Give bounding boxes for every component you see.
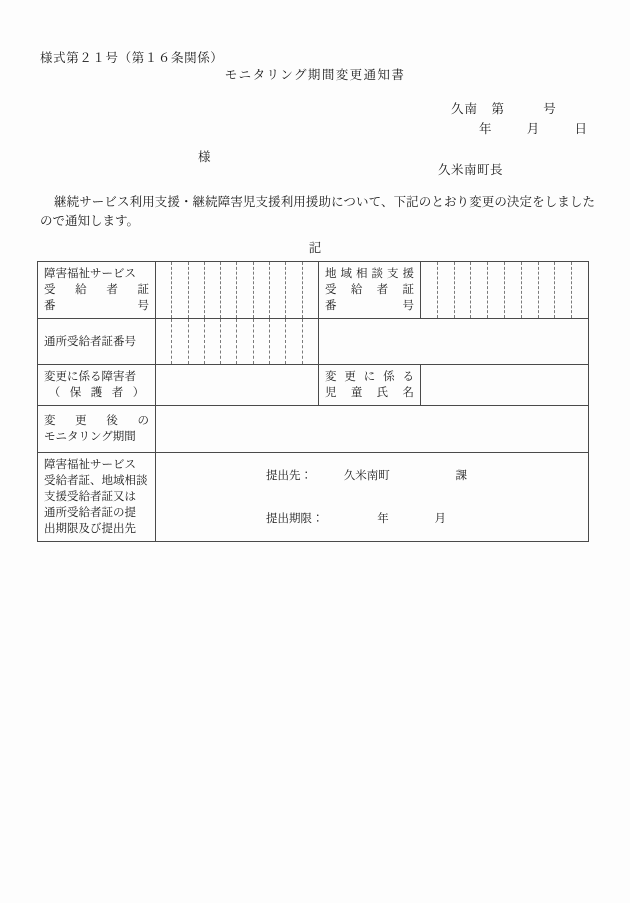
char: 名 bbox=[402, 387, 414, 399]
row3-right-label-line2 bbox=[325, 385, 414, 401]
number-box[interactable] bbox=[172, 262, 188, 318]
row3-left-value-cell[interactable] bbox=[156, 365, 319, 406]
row1-left-label-line3 bbox=[44, 298, 149, 314]
number-box[interactable] bbox=[270, 262, 286, 318]
number-box[interactable] bbox=[254, 262, 270, 318]
number-box[interactable] bbox=[172, 319, 188, 364]
table-row bbox=[38, 365, 589, 406]
document-number-prefix: 久南 第 bbox=[450, 102, 505, 116]
row3-left-label-line2 bbox=[44, 385, 149, 401]
number-box[interactable] bbox=[156, 319, 172, 364]
row4-label-line1 bbox=[44, 413, 149, 429]
number-box[interactable] bbox=[505, 262, 522, 318]
document-title: モニタリング期間変更通知書 bbox=[224, 68, 406, 82]
row3-left-label bbox=[38, 365, 155, 405]
number-box[interactable] bbox=[572, 262, 588, 318]
ki-mark: 記 bbox=[308, 241, 322, 255]
submit-to-line bbox=[156, 468, 588, 485]
char: 更 bbox=[75, 415, 87, 427]
deadline-label: 提出期限： bbox=[266, 513, 324, 525]
row2-label-cell bbox=[38, 319, 156, 365]
addressee-honorific: 様 bbox=[198, 150, 211, 164]
number-box[interactable] bbox=[254, 319, 270, 364]
row5-label-line5: 出期限及び提出先 bbox=[44, 523, 136, 535]
number-box[interactable] bbox=[438, 262, 455, 318]
char: 支 bbox=[387, 268, 399, 280]
row1-right-label-line3 bbox=[325, 298, 414, 314]
char: 援 bbox=[402, 268, 414, 280]
submit-to-dept: 課 bbox=[455, 470, 467, 482]
row1-left-label-line1: 障害福祉サービス bbox=[44, 268, 136, 280]
row1-left-label-cell bbox=[38, 262, 156, 319]
number-box[interactable] bbox=[455, 262, 472, 318]
issuer-name: 久米南町長 bbox=[438, 163, 504, 177]
deadline-month-label: 月 bbox=[434, 513, 446, 525]
number-box[interactable] bbox=[237, 319, 253, 364]
number-box[interactable] bbox=[205, 262, 221, 318]
char: 者 bbox=[106, 284, 118, 296]
row2-blank-cell[interactable] bbox=[319, 319, 589, 365]
char: 変 bbox=[44, 415, 56, 427]
form-number: 様式第２１号（第１６条関係） bbox=[40, 51, 224, 65]
table-row bbox=[38, 453, 589, 542]
char: 給 bbox=[350, 284, 363, 296]
document-meta-block bbox=[451, 99, 588, 139]
row1-left-label-line2 bbox=[44, 282, 149, 298]
row5-label bbox=[38, 453, 155, 541]
row5-label-line1: 障害福祉サービス bbox=[44, 459, 136, 471]
char: 証 bbox=[137, 284, 149, 296]
number-box[interactable] bbox=[303, 262, 318, 318]
table-row bbox=[38, 406, 589, 453]
number-box[interactable] bbox=[539, 262, 556, 318]
char: 号 bbox=[402, 300, 414, 312]
number-box[interactable] bbox=[270, 319, 286, 364]
submit-to-town: 久米南町 bbox=[343, 470, 390, 482]
number-box-grid[interactable] bbox=[156, 319, 318, 364]
row2-number-field[interactable] bbox=[156, 319, 319, 365]
char: 後 bbox=[106, 415, 118, 427]
row5-label-line3: 支援受給者証又は bbox=[44, 491, 136, 503]
char: 域 bbox=[340, 268, 352, 280]
row4-label bbox=[38, 409, 155, 449]
char: の bbox=[137, 415, 149, 427]
char: に bbox=[363, 371, 376, 383]
number-box[interactable] bbox=[286, 319, 302, 364]
char: 者 bbox=[376, 284, 389, 296]
body-text: 継続サービス利用支援・継続障害児支援利用援助について、下記のとおり変更の決定をしましたので通知します。 bbox=[40, 195, 595, 228]
date-year-label: 年 bbox=[478, 122, 493, 136]
char: る bbox=[402, 371, 414, 383]
char: 児 bbox=[325, 387, 337, 399]
row2-label: 通所受給者証番号 bbox=[44, 335, 136, 348]
number-box[interactable] bbox=[189, 262, 205, 318]
char: ） bbox=[132, 387, 145, 399]
row5-label-line2: 受給者証、地域相談 bbox=[44, 475, 148, 487]
number-box[interactable] bbox=[221, 319, 237, 364]
char: 保 bbox=[69, 387, 82, 399]
number-box-grid[interactable] bbox=[421, 262, 588, 318]
deadline-year-label: 年 bbox=[377, 513, 389, 525]
submit-to-label: 提出先： bbox=[266, 470, 312, 482]
number-box[interactable] bbox=[421, 262, 438, 318]
row1-right-label-line1 bbox=[325, 266, 414, 282]
row1-right-number-field[interactable] bbox=[421, 262, 589, 319]
char: 変 bbox=[325, 371, 337, 383]
row3-right-label bbox=[319, 365, 420, 405]
char: 氏 bbox=[376, 387, 389, 399]
number-box[interactable] bbox=[555, 262, 572, 318]
char: 給 bbox=[75, 284, 87, 296]
date-day-label: 日 bbox=[574, 122, 588, 136]
row5-label-cell bbox=[38, 453, 156, 542]
form-table bbox=[37, 261, 589, 542]
char: 相 bbox=[356, 268, 368, 280]
date-month-label: 月 bbox=[526, 122, 541, 136]
char: （ bbox=[48, 387, 61, 399]
deadline-line bbox=[156, 511, 588, 528]
table-row bbox=[38, 262, 589, 319]
char: 証 bbox=[402, 284, 414, 296]
char: 番 bbox=[325, 300, 337, 312]
number-box[interactable] bbox=[471, 262, 488, 318]
row1-left-number-field[interactable] bbox=[156, 262, 319, 319]
row4-label-cell bbox=[38, 406, 156, 453]
row4-label-line2: モニタリング期間 bbox=[44, 431, 136, 443]
number-box[interactable] bbox=[221, 262, 237, 318]
char: 係 bbox=[383, 371, 395, 383]
document-number-suffix: 号 bbox=[543, 102, 557, 116]
number-box[interactable] bbox=[205, 319, 221, 364]
char: 者 bbox=[111, 387, 124, 399]
char: 地 bbox=[325, 268, 337, 280]
row4-value-cell[interactable] bbox=[156, 406, 589, 453]
number-box[interactable] bbox=[286, 262, 302, 318]
number-box[interactable] bbox=[303, 319, 318, 364]
char: 童 bbox=[350, 387, 363, 399]
row3-right-label-cell bbox=[319, 365, 421, 406]
row3-left-label-line1: 変更に係る障害者 bbox=[44, 371, 136, 383]
char: 受 bbox=[44, 284, 56, 296]
number-box[interactable] bbox=[189, 319, 205, 364]
row5-label-line4: 通所受給者証の提 bbox=[44, 507, 136, 519]
row1-right-label-cell bbox=[319, 262, 421, 319]
submit-info bbox=[156, 458, 588, 536]
char: 番 bbox=[44, 300, 56, 312]
number-box-grid[interactable] bbox=[156, 262, 318, 318]
char: 談 bbox=[371, 268, 383, 280]
row3-left-label-cell bbox=[38, 365, 156, 406]
row3-right-label-line1 bbox=[325, 369, 414, 385]
row3-right-value-cell[interactable] bbox=[421, 365, 589, 406]
row1-right-label bbox=[319, 262, 420, 318]
char: 更 bbox=[344, 371, 356, 383]
row1-right-label-line2 bbox=[325, 282, 414, 298]
number-box[interactable] bbox=[237, 262, 253, 318]
document-number-line bbox=[451, 99, 588, 119]
row1-left-label bbox=[38, 262, 155, 318]
char: 受 bbox=[325, 284, 337, 296]
number-box[interactable] bbox=[488, 262, 505, 318]
number-box[interactable] bbox=[156, 262, 172, 318]
char: 号 bbox=[137, 300, 149, 312]
row5-submit-info-cell bbox=[156, 453, 589, 542]
document-date-line bbox=[451, 119, 588, 139]
table-row bbox=[38, 319, 589, 365]
char: 護 bbox=[90, 387, 103, 399]
number-box[interactable] bbox=[522, 262, 539, 318]
